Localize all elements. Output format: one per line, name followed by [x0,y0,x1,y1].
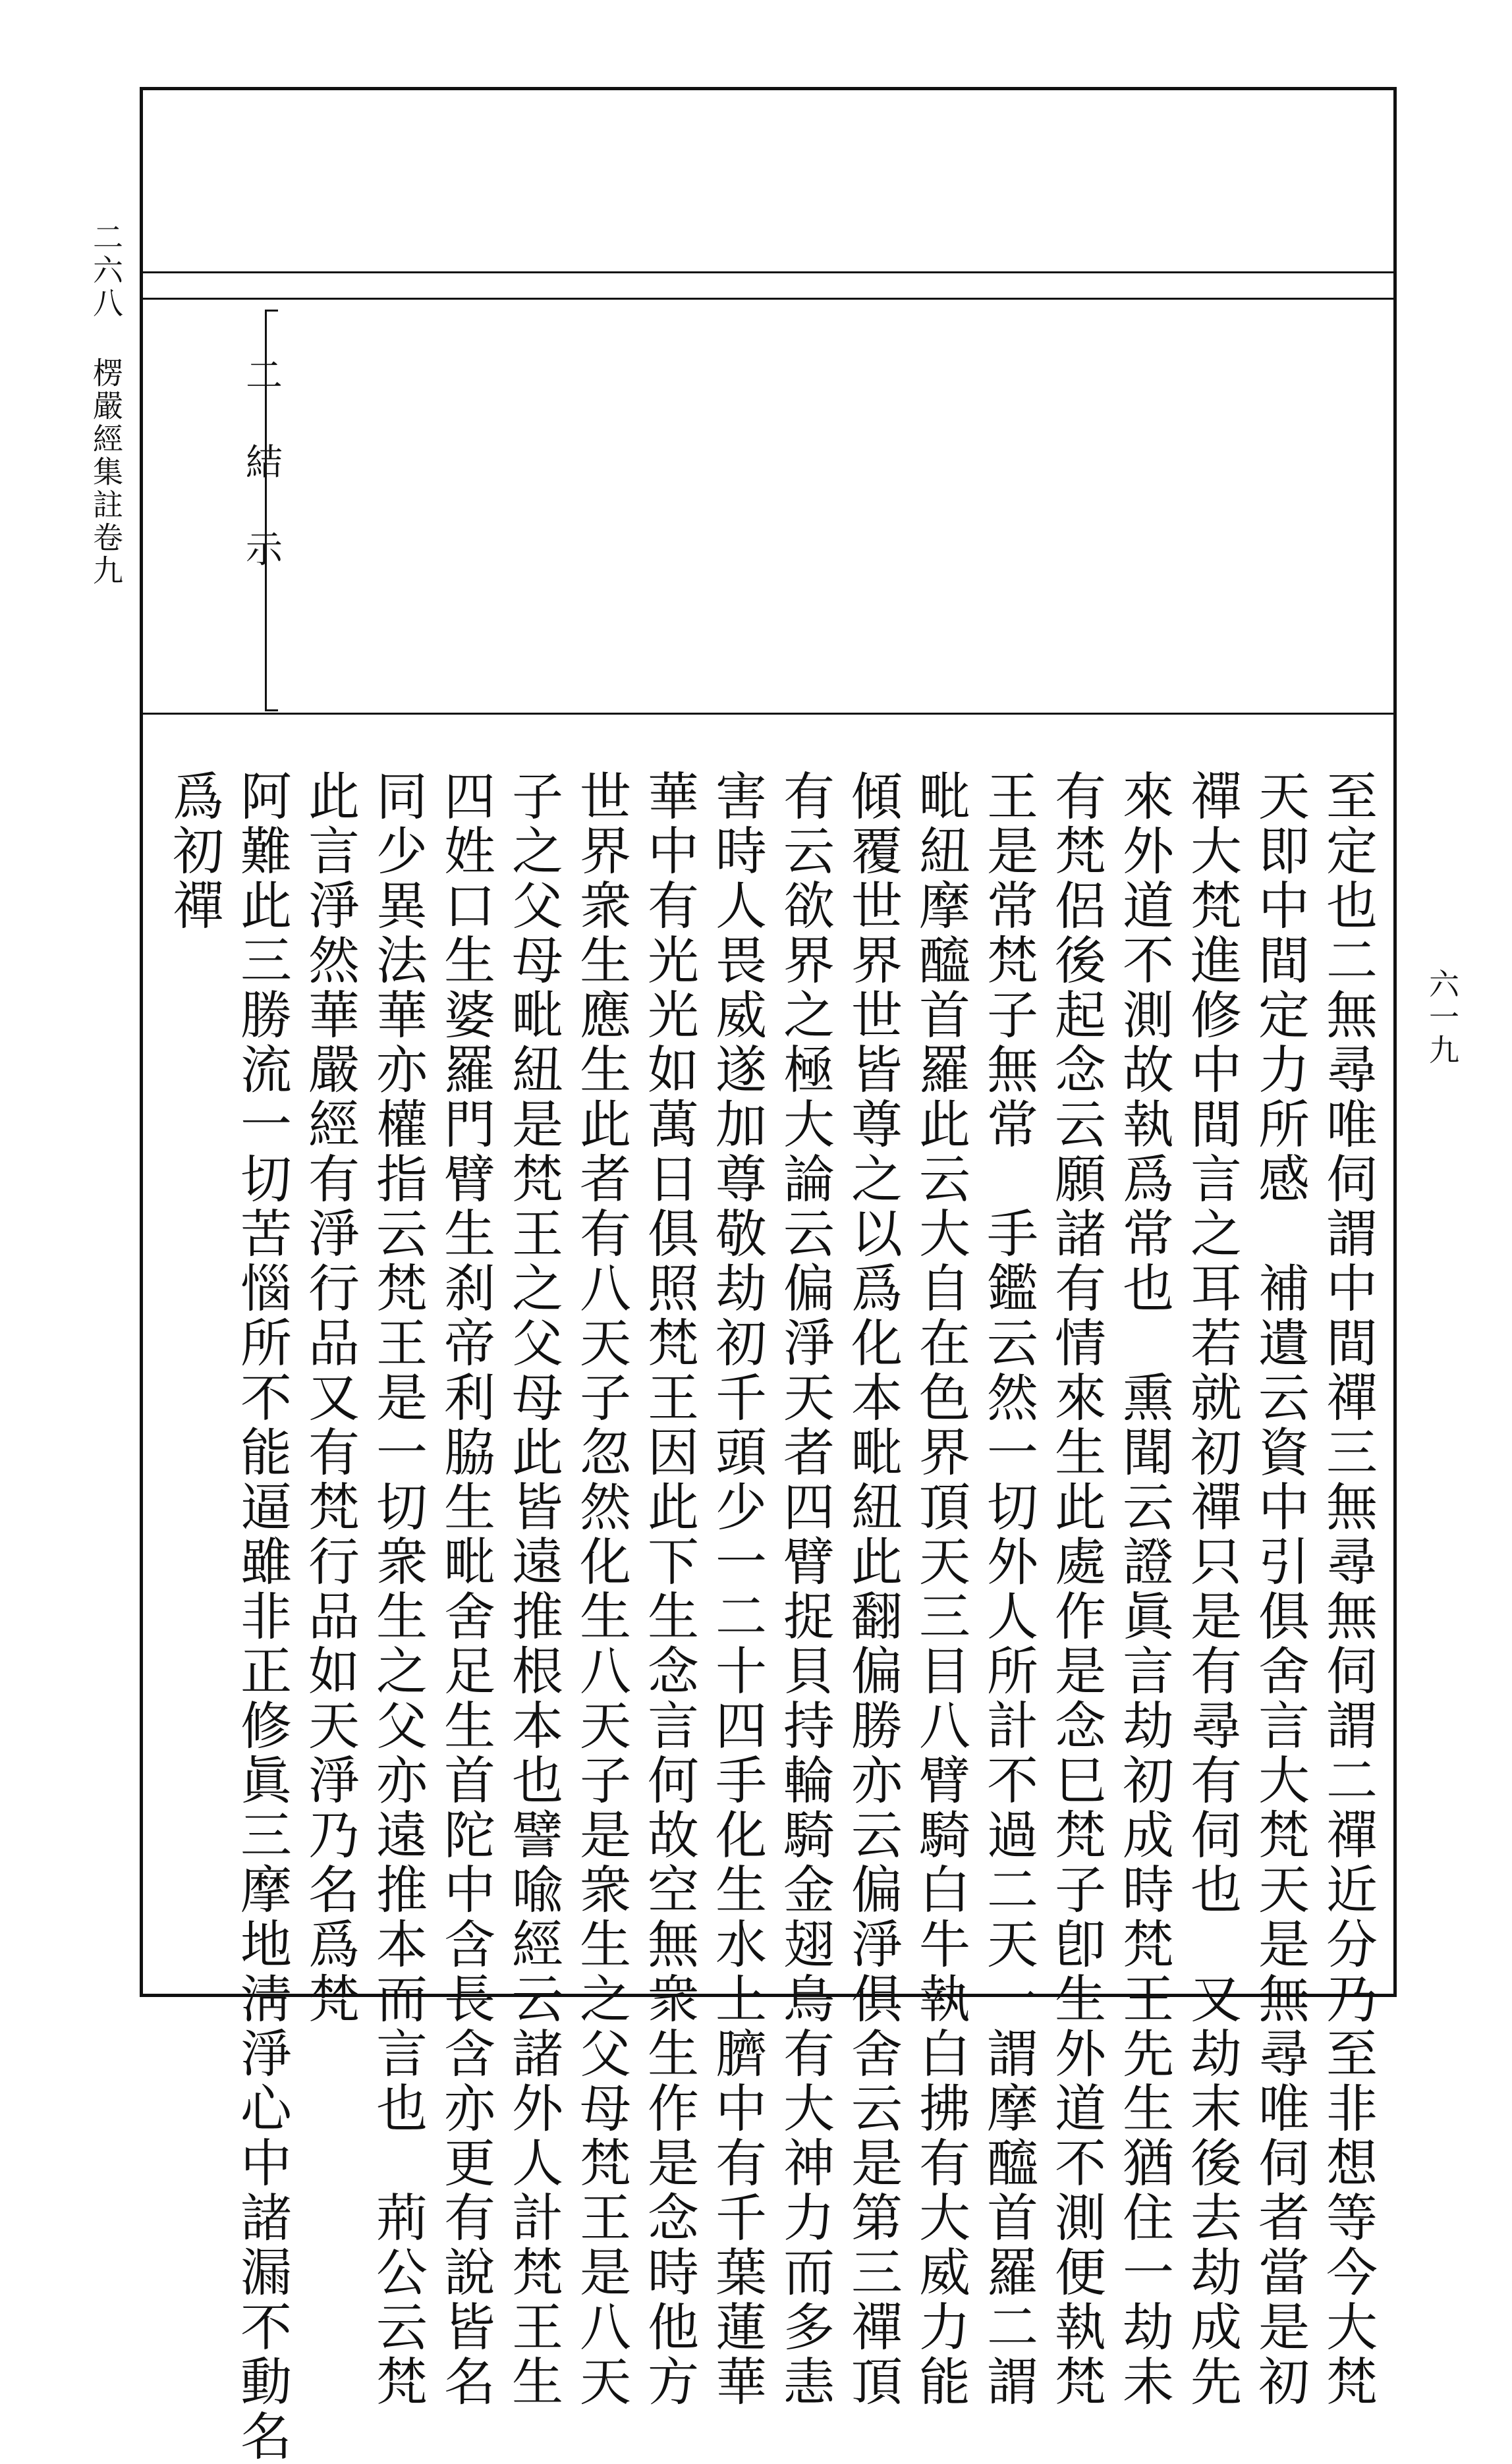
text-line: 阿難此三勝流一切苦惱所不能逼雖非正修眞三摩地淸淨心中諸漏不動名 [232,769,291,2464]
book-title: 楞嚴經集註卷九 [88,357,124,588]
text-line: 四姓口生婆羅門臂生刹帝利脇生毗舍足生首陀中含長含亦更有說皆名 [435,769,495,2409]
text-line: 傾覆世界世皆尊之以爲化本毗紐此翻偏勝亦云偏淨俱舍云是第三禪頂 [843,769,902,2409]
text-line: 至定也二無尋唯伺謂中間禪三無尋無伺謂二禪近分乃至非想等今大梵 [1318,769,1377,2409]
text-line: 子之父母毗紐是梵王之父母此皆遠推根本也譬喩經云諸外人計梵王生 [503,769,563,2409]
text-line: 來外道不測故執爲常也 熏聞云證眞言劫初成時梵王先生猶住一劫未 [1114,769,1173,2409]
header-divider-bottom [140,713,1397,715]
header-note: 二結示 [240,356,283,616]
text-line: 天即中間定力所感 補遺云資中引俱舍言大梵天是無尋唯伺者當是初 [1250,769,1309,2409]
text-line: 有云欲界之極大論云偏淨天者四臂捉貝持輪騎金翅鳥有大神力而多恚 [775,769,834,2409]
text-line: 有梵侶後起念云願諸有情來生此處作是念巳梵子卽生外道不測便執梵 [1046,769,1106,2409]
text-line: 此言淨然華嚴經有淨行品又有梵行品如天淨乃名爲梵 [300,769,359,2027]
text-line: 同少異法華亦權指云梵王是一切衆生之父亦遠推本而言也 荊公云梵 [368,769,427,2409]
main-text [155,769,1381,2464]
text-line: 華中有光光如萬日俱照梵王因此下生念言何故空無衆生作是念時他方 [639,769,698,2409]
text-line: 毗紐摩醯首羅此云大自在色界頂天三目八臂騎白牛執白拂有大威力能 [910,769,970,2409]
text-line: 爲初禪 [164,769,223,933]
text-line: 禪大梵進修中間言之耳若就初禪只是有尋有伺也 又劫末後去劫成先 [1182,769,1241,2409]
margin-left [84,221,128,588]
header-note-column [235,310,281,711]
text-line: 害時人畏威遂加尊敬劫初千頭少一二十四手化生水上臍中有千葉蓮華 [707,769,766,2409]
header-divider-top [140,271,1397,273]
header-divider-mid [140,298,1397,300]
page-number-bottom: 六一九 [1424,968,1460,1067]
text-line: 王是常梵子無常 手鑑云然一切外人所計不過二天一謂摩醯首羅二謂 [978,769,1038,2409]
text-line: 世界衆生應生此者有八天子忽然化生八天子是衆生之父母梵王是八天 [571,769,630,2409]
page-number-top: 二六八 [88,221,124,320]
